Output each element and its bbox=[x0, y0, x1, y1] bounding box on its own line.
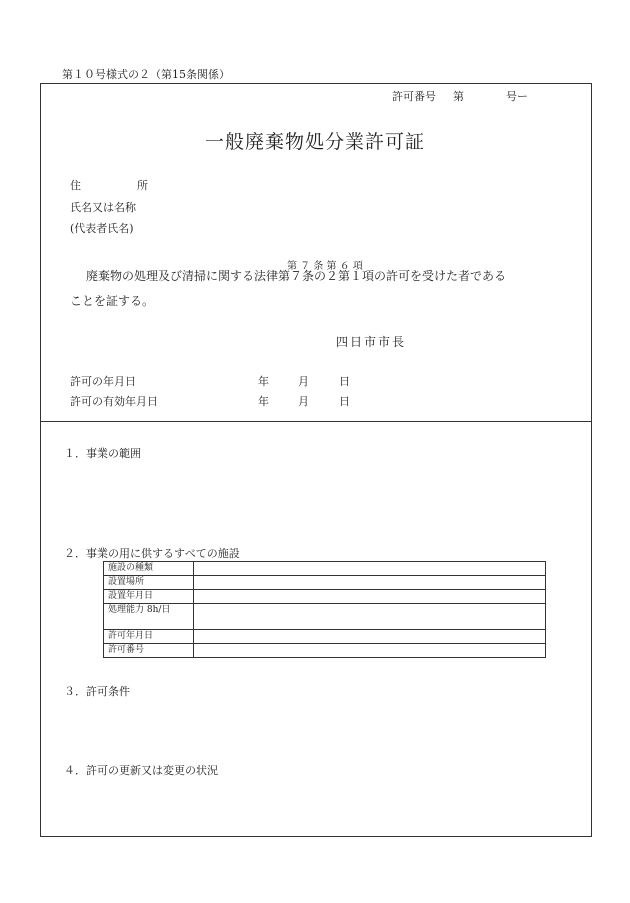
facility-table bbox=[103, 561, 546, 658]
facility-value bbox=[194, 630, 546, 644]
address-label-2: 所 bbox=[137, 179, 148, 192]
facility-value bbox=[194, 644, 546, 658]
address-label-1: 住 bbox=[70, 179, 81, 192]
permit-date-month: 月 bbox=[298, 375, 309, 388]
section-facilities: ２．事業の用に供するすべての施設 bbox=[64, 547, 240, 560]
facility-value bbox=[194, 590, 546, 604]
statement-ruby: 第 ７ 条 第 ６ 項 bbox=[287, 261, 363, 272]
facility-key: 許可番号 bbox=[104, 644, 194, 658]
facility-key: 施設の種類 bbox=[104, 562, 194, 576]
table-row bbox=[104, 644, 546, 658]
section-changes: ４．許可の更新又は変更の状況 bbox=[64, 764, 218, 777]
facility-value bbox=[194, 576, 546, 590]
facility-value bbox=[194, 604, 546, 630]
facility-key: 許可年月日 bbox=[104, 630, 194, 644]
table-row bbox=[104, 630, 546, 644]
representative-label: (代表者氏名) bbox=[70, 222, 134, 235]
form-number-label: 第１０号様式の２（第15条関係） bbox=[62, 68, 230, 81]
section-divider bbox=[40, 421, 592, 422]
valid-date-day: 日 bbox=[339, 395, 350, 408]
permit-number-dai: 第 bbox=[453, 90, 464, 103]
facility-key: 設置年月日 bbox=[104, 590, 194, 604]
section-conditions: ３．許可条件 bbox=[64, 685, 130, 698]
table-row bbox=[104, 604, 546, 630]
section-scope: １．事業の範囲 bbox=[64, 447, 141, 460]
name-label: 氏名又は名称 bbox=[70, 201, 136, 214]
permit-date-label: 許可の年月日 bbox=[70, 375, 136, 388]
permit-number-label: 許可番号 bbox=[392, 90, 436, 103]
facility-value bbox=[194, 562, 546, 576]
table-row bbox=[104, 562, 546, 576]
certificate-title: 一般廃棄物処分業許可証 bbox=[204, 131, 425, 153]
table-row bbox=[104, 576, 546, 590]
valid-date-month: 月 bbox=[298, 395, 309, 408]
facility-key: 処理能力 8h/日 bbox=[104, 604, 194, 630]
table-row bbox=[104, 590, 546, 604]
valid-date-label: 許可の有効年月日 bbox=[70, 395, 158, 408]
permit-date-year: 年 bbox=[258, 375, 269, 388]
permit-number-go: 号ー bbox=[506, 90, 528, 103]
statement-line-1: 廃棄物の処理及び清掃に関する法律第７条の２第１項の許可を受けた者である bbox=[86, 269, 507, 283]
issuer-mayor: 四日市市長 bbox=[336, 335, 407, 349]
permit-date-day: 日 bbox=[339, 375, 350, 388]
valid-date-year: 年 bbox=[258, 395, 269, 408]
facility-key: 設置場所 bbox=[104, 576, 194, 590]
statement-line-2: ことを証する。 bbox=[70, 294, 155, 308]
